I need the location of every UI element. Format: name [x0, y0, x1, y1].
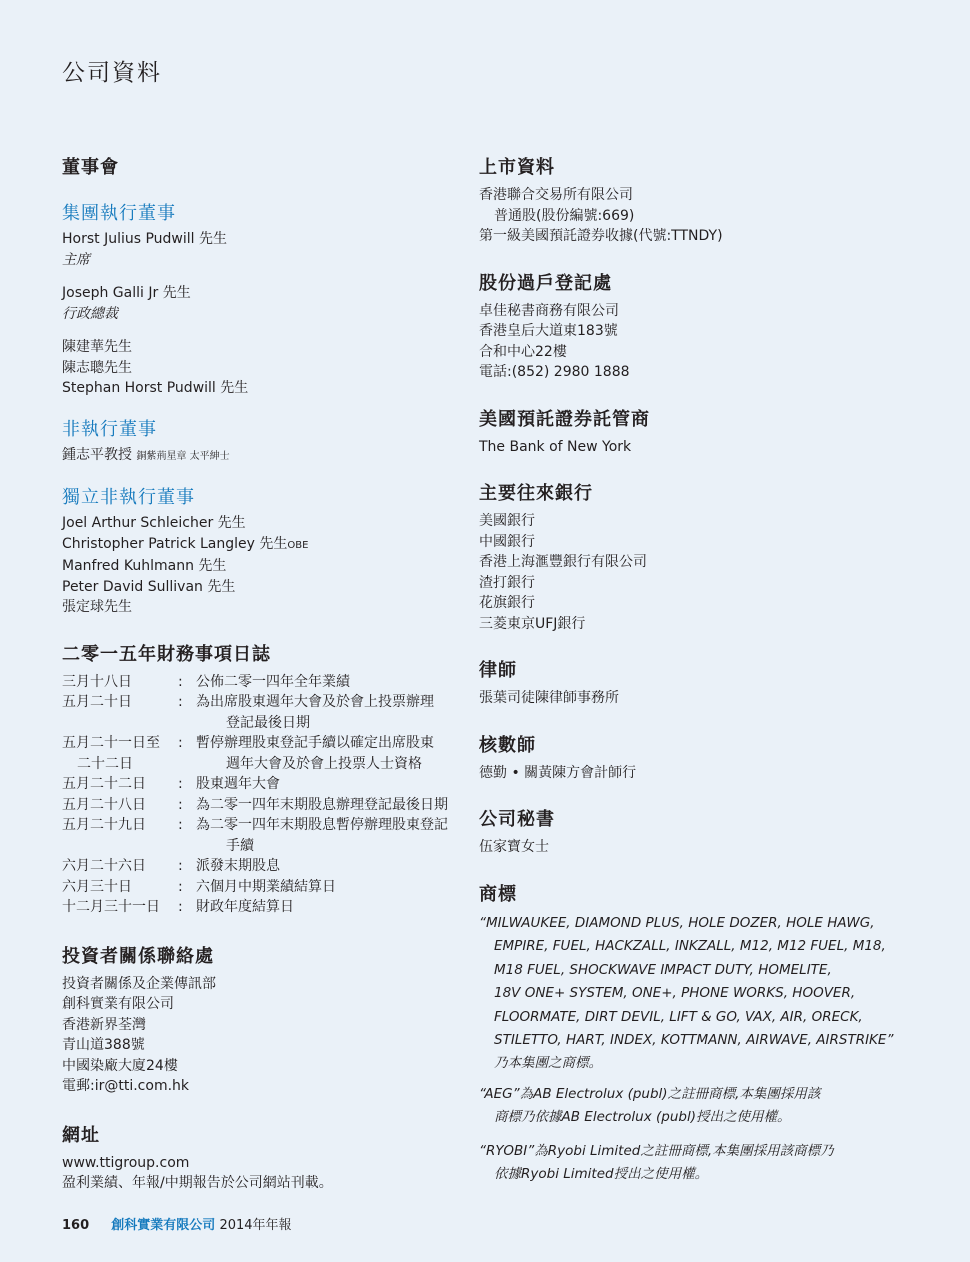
bank-name: 中國銀行: [479, 533, 535, 550]
calendar-date: 六月三十日: [62, 878, 132, 895]
director-honours: 銅紫荊星章 太平紳士: [136, 450, 230, 462]
calendar-event-line: 為二零一四年末期股息暫停辦理股東登記: [196, 817, 448, 833]
aeg-line: 商標乃依據AB Electrolux (publ)授出之使用權。: [494, 1109, 791, 1125]
registrar-line: 卓佳秘書商務有限公司: [479, 302, 619, 319]
director-name: Joel Arthur Schleicher 先生: [62, 515, 246, 531]
registrar-line: 合和中心22樓: [479, 343, 567, 360]
footer-company: 創科實業有限公司: [111, 1218, 216, 1233]
director-name: Stephan Horst Pudwill 先生: [62, 380, 249, 396]
trademark-line: “MILWAUKEE, DIAMOND PLUS, HOLE DOZER, HOLE HAWG,: [479, 914, 875, 931]
registrar-line: 香港皇后大道東183號: [479, 323, 618, 339]
bank-name: 三菱東京UFJ銀行: [479, 615, 586, 632]
calendar-event-line: 登記最後日期: [226, 714, 310, 731]
bank-name: 渣打銀行: [479, 574, 535, 591]
calendar-event: 公佈二零一四年全年業績: [196, 673, 350, 690]
page-footer: [62, 1214, 292, 1233]
listing-line: 普通股(股份編號:669): [494, 207, 635, 224]
calendar-event-line: 手續: [226, 837, 254, 854]
trademarks-heading: 商標: [479, 883, 517, 905]
ir-heading: 投資者關係聯絡處: [62, 945, 214, 967]
ryobi-line: “RYOBI”為Ryobi Limited之註冊商標,本集團採用該商標乃: [479, 1142, 834, 1159]
director-name: 陳志聰先生: [62, 359, 132, 376]
calendar-row: [62, 897, 462, 918]
trademark-line: 乃本集團之商標。: [494, 1054, 602, 1071]
calendar-colon: :: [178, 673, 183, 690]
calendar-row: [62, 795, 462, 816]
listing-heading: 上市資料: [479, 157, 555, 178]
footer-report: 2014年年報: [219, 1218, 292, 1233]
ir-line: 青山道388號: [62, 1037, 145, 1053]
solicitors-line: 張葉司徒陳律師事務所: [479, 690, 619, 706]
director-name-text: Christopher Patrick Langley 先生: [62, 535, 288, 552]
exec-directors-heading: 集團執行董事: [62, 203, 176, 224]
director-role: 行政總裁: [62, 305, 118, 322]
website-note: 盈利業績、年報/中期報告於公司網站刊載。: [62, 1175, 333, 1191]
calendar-row: [62, 774, 462, 795]
website-url[interactable]: www.ttigroup.com: [62, 1154, 190, 1171]
director-role: 主席: [62, 251, 90, 268]
calendar-event: 為二零一四年末期股息辦理登記最後日期: [196, 796, 448, 813]
calendar-date-line: 二十二日: [77, 755, 133, 772]
director-name: [62, 534, 462, 557]
director-name: 張定球先生: [62, 599, 132, 615]
calendar-colon: :: [178, 796, 183, 813]
calendar-row: [62, 877, 462, 898]
secretary-heading: 公司秘書: [479, 809, 555, 830]
calendar-colon: :: [178, 899, 183, 915]
calendar-colon: :: [178, 776, 183, 792]
calendar-colon: :: [178, 858, 183, 874]
page-number: 160: [62, 1218, 90, 1233]
calendar-event: 財政年度結算日: [196, 899, 294, 915]
director-name: Horst Julius Pudwill 先生: [62, 231, 228, 247]
solicitors-heading: 律師: [479, 660, 517, 681]
director-name: Manfred Kuhlmann 先生: [62, 558, 227, 574]
auditor-line: 德勤 • 關黃陳方會計師行: [479, 764, 637, 781]
trademark-list: [479, 912, 899, 1073]
calendar-heading: 二零一五年財務事項日誌: [62, 643, 271, 665]
ryobi-line: 依據Ryobi Limited授出之使用權。: [494, 1166, 709, 1182]
board-heading: 董事會: [62, 157, 119, 178]
nonexec-directors-heading: 非執行董事: [62, 418, 157, 440]
director-name: 陳建華先生: [62, 339, 132, 355]
banks-heading: 主要往來銀行: [479, 483, 593, 504]
director-name: Peter David Sullivan 先生: [62, 578, 236, 595]
secretary-line: 伍家寶女士: [479, 839, 549, 855]
calendar-event: [196, 692, 462, 733]
aeg-note: [479, 1083, 899, 1130]
calendar-event-line: 為出席股東週年大會及於會上投票辦理: [196, 694, 434, 710]
calendar-event-line: 暫停辦理股東登記手續以確定出席股東: [196, 735, 434, 751]
calendar-colon: :: [178, 694, 183, 710]
left-column: [62, 153, 462, 1194]
bank-name: 香港上海滙豐銀行有限公司: [479, 554, 647, 570]
calendar-row: [62, 733, 462, 774]
calendar-row: [62, 815, 462, 856]
ir-line: 中國染廠大廈24樓: [62, 1057, 178, 1074]
director-honours: OBE: [287, 539, 309, 551]
trademark-line: M18 FUEL, SHOCKWAVE IMPACT DUTY, HOMELITE,: [494, 961, 832, 978]
trademark-line: FLOORMATE, DIRT DEVIL, LIFT & GO, VAX, AIR, ORECK,: [494, 1008, 863, 1025]
calendar-date: 六月二十六日: [62, 858, 146, 874]
calendar-event: 六個月中期業績結算日: [196, 878, 336, 895]
registrar-heading: 股份過戶登記處: [479, 272, 612, 294]
adr-heading: 美國預託證券託管商: [479, 408, 650, 430]
trademark-line: STILETTO, HART, INDEX, KOTTMANN, AIRWAVE, AIRSTRIKE”: [494, 1032, 894, 1048]
calendar-date: 五月二十二日: [62, 776, 146, 792]
calendar-table: [62, 672, 462, 918]
indep-directors-heading: 獨立非執行董事: [62, 487, 195, 508]
calendar-date-line: 五月二十一日至: [62, 735, 160, 751]
calendar-event: [196, 733, 462, 774]
calendar-event-line: 週年大會及於會上投票人士資格: [226, 755, 422, 772]
page-title: 公司資料: [62, 60, 162, 86]
listing-line: 第一級美國預託證券收據(代號:TTNDY): [479, 228, 723, 244]
calendar-row: [62, 672, 462, 693]
calendar-date: 十二月三十一日: [62, 899, 160, 915]
calendar-date: 五月二十日: [62, 694, 132, 710]
calendar-event: 派發末期股息: [196, 858, 280, 874]
calendar-date: 五月二十八日: [62, 796, 146, 813]
calendar-date: 三月十八日: [62, 673, 132, 690]
adr-line: The Bank of New York: [479, 438, 632, 455]
calendar-colon: :: [178, 878, 183, 895]
director-name-text: 鍾志平教授: [62, 446, 132, 463]
director-name: [62, 445, 462, 468]
auditor-heading: 核數師: [479, 734, 536, 756]
ir-line: 香港新界荃灣: [62, 1016, 146, 1033]
bank-name: 美國銀行: [479, 513, 535, 529]
trademark-line: EMPIRE, FUEL, HACKZALL, INKZALL, M12, M12 FUEL, M18,: [494, 938, 886, 954]
ir-email: 電郵:ir@tti.com.hk: [62, 1078, 190, 1094]
ir-line: 投資者關係及企業傳訊部: [62, 975, 216, 992]
calendar-row: [62, 692, 462, 733]
calendar-event: [196, 815, 462, 856]
calendar-colon: :: [178, 735, 183, 751]
bank-name: 花旗銀行: [479, 595, 535, 611]
director-name: Joseph Galli Jr 先生: [62, 285, 191, 301]
ryobi-note: [479, 1140, 899, 1187]
listing-line: 香港聯合交易所有限公司: [479, 187, 633, 203]
calendar-colon: :: [178, 817, 183, 833]
calendar-date: 五月二十九日: [62, 817, 146, 833]
calendar-date: [62, 733, 178, 774]
right-column: [479, 153, 899, 1187]
website-heading: 網址: [62, 1124, 100, 1146]
aeg-line: “AEG”為AB Electrolux (publ)之註冊商標,本集團採用該: [479, 1085, 821, 1102]
registrar-line: 電話:(852) 2980 1888: [479, 364, 630, 380]
calendar-row: [62, 856, 462, 877]
calendar-event: 股東週年大會: [196, 776, 280, 792]
trademark-line: 18V ONE+ SYSTEM, ONE+, PHONE WORKS, HOOVER,: [494, 985, 856, 1001]
ir-line: 創科實業有限公司: [62, 996, 174, 1012]
